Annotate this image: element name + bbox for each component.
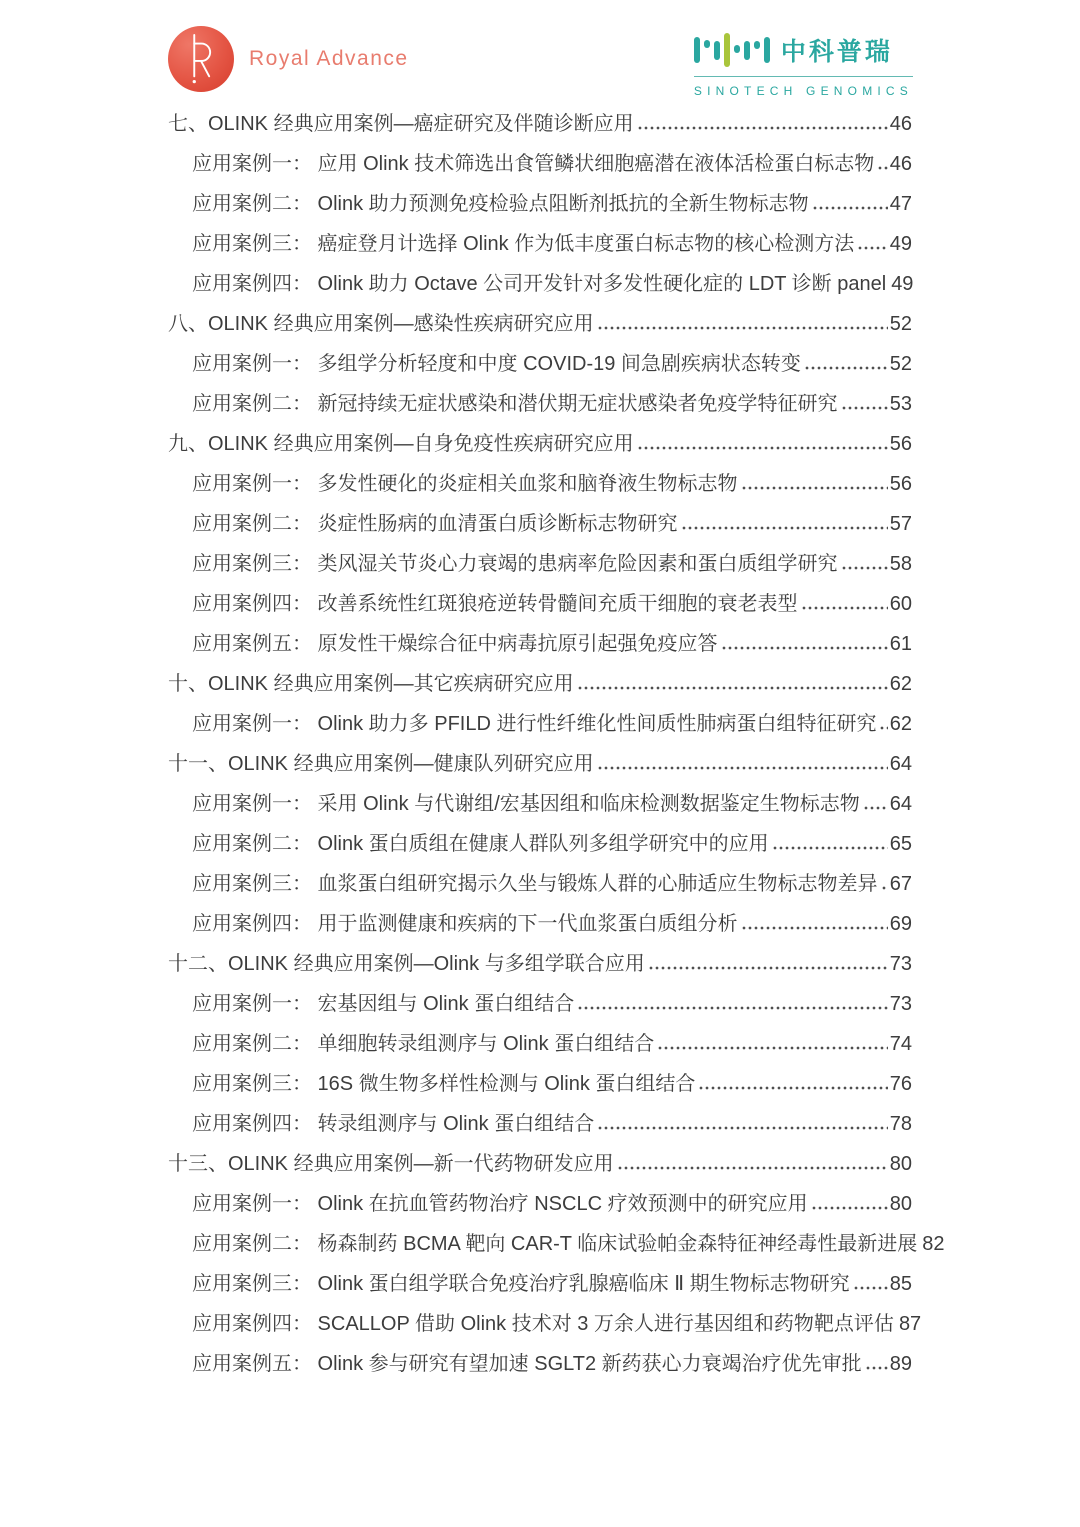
toc-page-number: 89 — [889, 1353, 912, 1375]
toc-leader-dots — [637, 115, 888, 130]
toc-leader-dots — [804, 355, 888, 370]
toc-page-number: 65 — [889, 833, 912, 855]
toc-page-number: 57 — [889, 513, 912, 535]
toc-entry-title: 应用案例二： 杨森制药 BCMA 靶向 CAR-T 临床试验帕金森特征神经毒性最新进展 — [192, 1233, 918, 1255]
toc-leader-dots — [841, 395, 888, 410]
toc-entry-title: 应用案例二： 单细胞转录组测序与 Olink 蛋白组结合 — [192, 1033, 655, 1055]
toc-entry-chapter — [168, 424, 912, 464]
toc-leader-dots — [857, 235, 888, 250]
toc-page-number: 85 — [889, 1273, 912, 1295]
toc-page-number: 73 — [889, 993, 912, 1015]
toc-entry-case — [168, 1264, 912, 1304]
toc-entry-title: 应用案例三： 16S 微生物多样性检测与 Olink 蛋白组结合 — [192, 1073, 696, 1095]
toc-entry-title: 应用案例一： Olink 在抗血管药物治疗 NSCLC 疗效预测中的研究应用 — [192, 1193, 808, 1215]
toc-entry-title: 应用案例二： Olink 助力预测免疫检验点阻断剂抵抗的全新生物标志物 — [192, 193, 809, 215]
sinotech-logo-top — [694, 32, 913, 68]
toc-entry-case — [168, 384, 912, 424]
toc-leader-dots — [597, 755, 888, 770]
toc-entry-case — [168, 1104, 912, 1144]
toc-entry-case — [168, 584, 912, 624]
toc-leader-dots — [698, 1075, 887, 1090]
toc-page-number: 64 — [889, 793, 912, 815]
toc-page-number: 56 — [889, 433, 912, 455]
toc-entry-chapter — [168, 104, 912, 144]
toc-leader-dots — [617, 1155, 888, 1170]
toc-page-number: 46 — [889, 153, 912, 175]
toc-page-number: 76 — [889, 1073, 912, 1095]
toc-entry-title: 应用案例五： Olink 参与研究有望加速 SGLT2 新药获心力衰竭治疗优先审批 — [192, 1353, 862, 1375]
toc-leader-dots — [881, 875, 888, 890]
toc-page-number: 82 — [922, 1233, 945, 1255]
toc-entry-case — [168, 504, 912, 544]
toc-leader-dots — [741, 475, 888, 490]
toc-page-number: 69 — [889, 913, 912, 935]
toc-leader-dots — [681, 515, 888, 530]
toc-page-number: 74 — [889, 1033, 912, 1055]
toc-entry-title: 应用案例五： 原发性干燥综合征中病毒抗原引起强免疫应答 — [192, 633, 718, 655]
toc-page-number: 53 — [889, 393, 912, 415]
toc-entry-title: 应用案例四： 用于监测健康和疾病的下一代血浆蛋白质组分析 — [192, 913, 738, 935]
royal-advance-brand-name: Royal Advance — [249, 47, 409, 70]
toc-entry-case — [168, 904, 912, 944]
toc-entry-title: 应用案例四： 改善系统性红斑狼疮逆转骨髓间充质干细胞的衰老表型 — [192, 593, 798, 615]
toc-page-number: 64 — [889, 753, 912, 775]
toc-entry-chapter — [168, 664, 912, 704]
toc-entry-case — [168, 984, 912, 1024]
toc-page-number: 67 — [889, 873, 912, 895]
toc-leader-dots — [863, 795, 888, 810]
toc-leader-dots — [597, 1115, 888, 1130]
toc-page-number: 62 — [889, 713, 912, 735]
toc-leader-dots — [812, 195, 888, 210]
toc-entry-case — [168, 864, 912, 904]
toc-leader-dots — [772, 835, 888, 850]
toc-entry-case — [168, 464, 912, 504]
toc-page-number: 49 — [889, 233, 912, 255]
toc-entry-case — [168, 784, 912, 824]
toc-entry-case — [168, 344, 912, 384]
toc-page-number: 80 — [889, 1193, 912, 1215]
toc-page-number: 78 — [889, 1113, 912, 1135]
toc-entry-case — [168, 1064, 912, 1104]
toc-entry-case — [168, 184, 912, 224]
toc-page-number: 56 — [889, 473, 912, 495]
toc-entry-title: 应用案例三： 癌症登月计选择 Olink 作为低丰度蛋白标志物的核心检测方法 — [192, 233, 855, 255]
toc-leader-dots — [648, 955, 888, 970]
toc-leader-dots — [841, 555, 888, 570]
toc-entry-title: 应用案例一： 应用 Olink 技术筛选出食管鳞状细胞癌潜在液体活检蛋白标志物 — [192, 153, 875, 175]
dna-bars-icon — [694, 32, 770, 68]
toc-entry-case — [168, 1304, 922, 1344]
toc-leader-dots — [577, 995, 888, 1010]
toc-entry-title: 应用案例三： 类风湿关节炎心力衰竭的患病率危险因素和蛋白质组学研究 — [192, 553, 838, 575]
r-monogram-icon — [168, 26, 234, 92]
toc-leader-dots — [637, 435, 888, 450]
toc-entry-title: 应用案例二： 新冠持续无症状感染和潜伏期无症状感染者免疫学特征研究 — [192, 393, 838, 415]
toc-entry-chapter — [168, 304, 912, 344]
toc-entry-case — [168, 264, 912, 304]
toc-page-number: 52 — [889, 353, 912, 375]
toc-entry-title: 九、OLINK 经典应用案例—自身免疫性疾病研究应用 — [168, 433, 634, 455]
toc-entry-chapter — [168, 1144, 912, 1184]
toc-leader-dots — [577, 675, 888, 690]
sinotech-brand-name-en: SINOTECH GENOMICS — [693, 84, 913, 98]
toc-entry-title: 应用案例二： 炎症性肠病的血清蛋白质诊断标志物研究 — [192, 513, 678, 535]
logo-divider — [694, 76, 913, 77]
toc-entry-case — [168, 224, 912, 264]
toc-entry-title: 十、OLINK 经典应用案例—其它疾病研究应用 — [168, 673, 574, 695]
toc-leader-dots — [721, 635, 888, 650]
toc-entry-case — [168, 624, 912, 664]
toc-page-number: 58 — [889, 553, 912, 575]
toc-entry-title: 十三、OLINK 经典应用案例—新一代药物研发应用 — [168, 1153, 614, 1175]
toc-entry-title: 应用案例一： 宏基因组与 Olink 蛋白组结合 — [192, 993, 575, 1015]
toc-leader-dots — [657, 1035, 888, 1050]
toc-entry-case — [168, 704, 912, 744]
toc-page-number: 47 — [889, 193, 912, 215]
page-header — [0, 0, 1080, 102]
toc-page-number: 60 — [889, 593, 912, 615]
toc-entry-title: 十二、OLINK 经典应用案例—Olink 与多组学联合应用 — [168, 953, 645, 975]
toc-entry-title: 应用案例一： 采用 Olink 与代谢组/宏基因组和临床检测数据鉴定生物标志物 — [192, 793, 860, 815]
toc-entry-title: 应用案例四： Olink 助力 Octave 公司开发针对多发性硬化症的 LDT 诊断 panel — [192, 273, 887, 295]
toc-leader-dots — [877, 155, 888, 170]
toc-entry-title: 应用案例一： 多组学分析轻度和中度 COVID-19 间急剧疾病状态转变 — [192, 353, 801, 375]
toc-page-number: 80 — [889, 1153, 912, 1175]
toc-entry-title: 应用案例二： Olink 蛋白质组在健康人群队列多组学研究中的应用 — [192, 833, 769, 855]
toc-leader-dots — [801, 595, 888, 610]
toc-leader-dots — [811, 1195, 888, 1210]
toc-leader-dots — [741, 915, 888, 930]
toc-entry-title: 十一、OLINK 经典应用案例—健康队列研究应用 — [168, 753, 594, 775]
toc-entry-case — [168, 1224, 945, 1264]
toc-entry-case — [168, 1024, 912, 1064]
toc-entry-case — [168, 544, 912, 584]
toc-leader-dots — [853, 1275, 888, 1290]
toc-entry-title: 应用案例四： SCALLOP 借助 Olink 技术对 3 万余人进行基因组和药物靶点评估 — [192, 1313, 894, 1335]
toc-page-number: 73 — [889, 953, 912, 975]
toc-page-number: 61 — [889, 633, 912, 655]
toc-page-number: 52 — [889, 313, 912, 335]
toc-entry-case — [168, 1344, 912, 1384]
toc-entry-title: 七、OLINK 经典应用案例—癌症研究及伴随诊断应用 — [168, 113, 634, 135]
toc-leader-dots — [597, 315, 888, 330]
toc-entry-title: 应用案例一： 多发性硬化的炎症相关血浆和脑脊液生物标志物 — [192, 473, 738, 495]
toc-entry-title: 八、OLINK 经典应用案例—感染性疾病研究应用 — [168, 313, 594, 335]
toc-entry-case — [168, 1184, 912, 1224]
toc-leader-dots — [879, 715, 887, 730]
royal-advance-logo — [168, 26, 409, 92]
sinotech-genomics-logo — [694, 32, 913, 98]
toc-page-number: 62 — [889, 673, 912, 695]
table-of-contents — [168, 104, 945, 1384]
toc-entry-title: 应用案例三： 血浆蛋白组研究揭示久坐与锻炼人群的心肺适应生物标志物差异 — [192, 873, 878, 895]
toc-entry-title: 应用案例四： 转录组测序与 Olink 蛋白组结合 — [192, 1113, 595, 1135]
toc-entry-title: 应用案例三： Olink 蛋白组学联合免疫治疗乳腺癌临床 Ⅱ 期生物标志物研究 — [192, 1273, 850, 1295]
sinotech-brand-name-cn: 中科普瑞 — [780, 38, 893, 66]
toc-entry-chapter — [168, 744, 912, 784]
toc-page-number: 87 — [898, 1313, 922, 1335]
toc-page-number: 49 — [891, 273, 914, 295]
toc-page-number: 46 — [889, 113, 912, 135]
toc-leader-dots — [865, 1355, 888, 1370]
toc-entry-chapter — [168, 944, 912, 984]
toc-entry-case — [168, 144, 912, 184]
toc-entry-case — [168, 824, 912, 864]
toc-entry-title: 应用案例一： Olink 助力多 PFILD 进行性纤维化性间质性肺病蛋白组特征研究 — [192, 713, 877, 735]
